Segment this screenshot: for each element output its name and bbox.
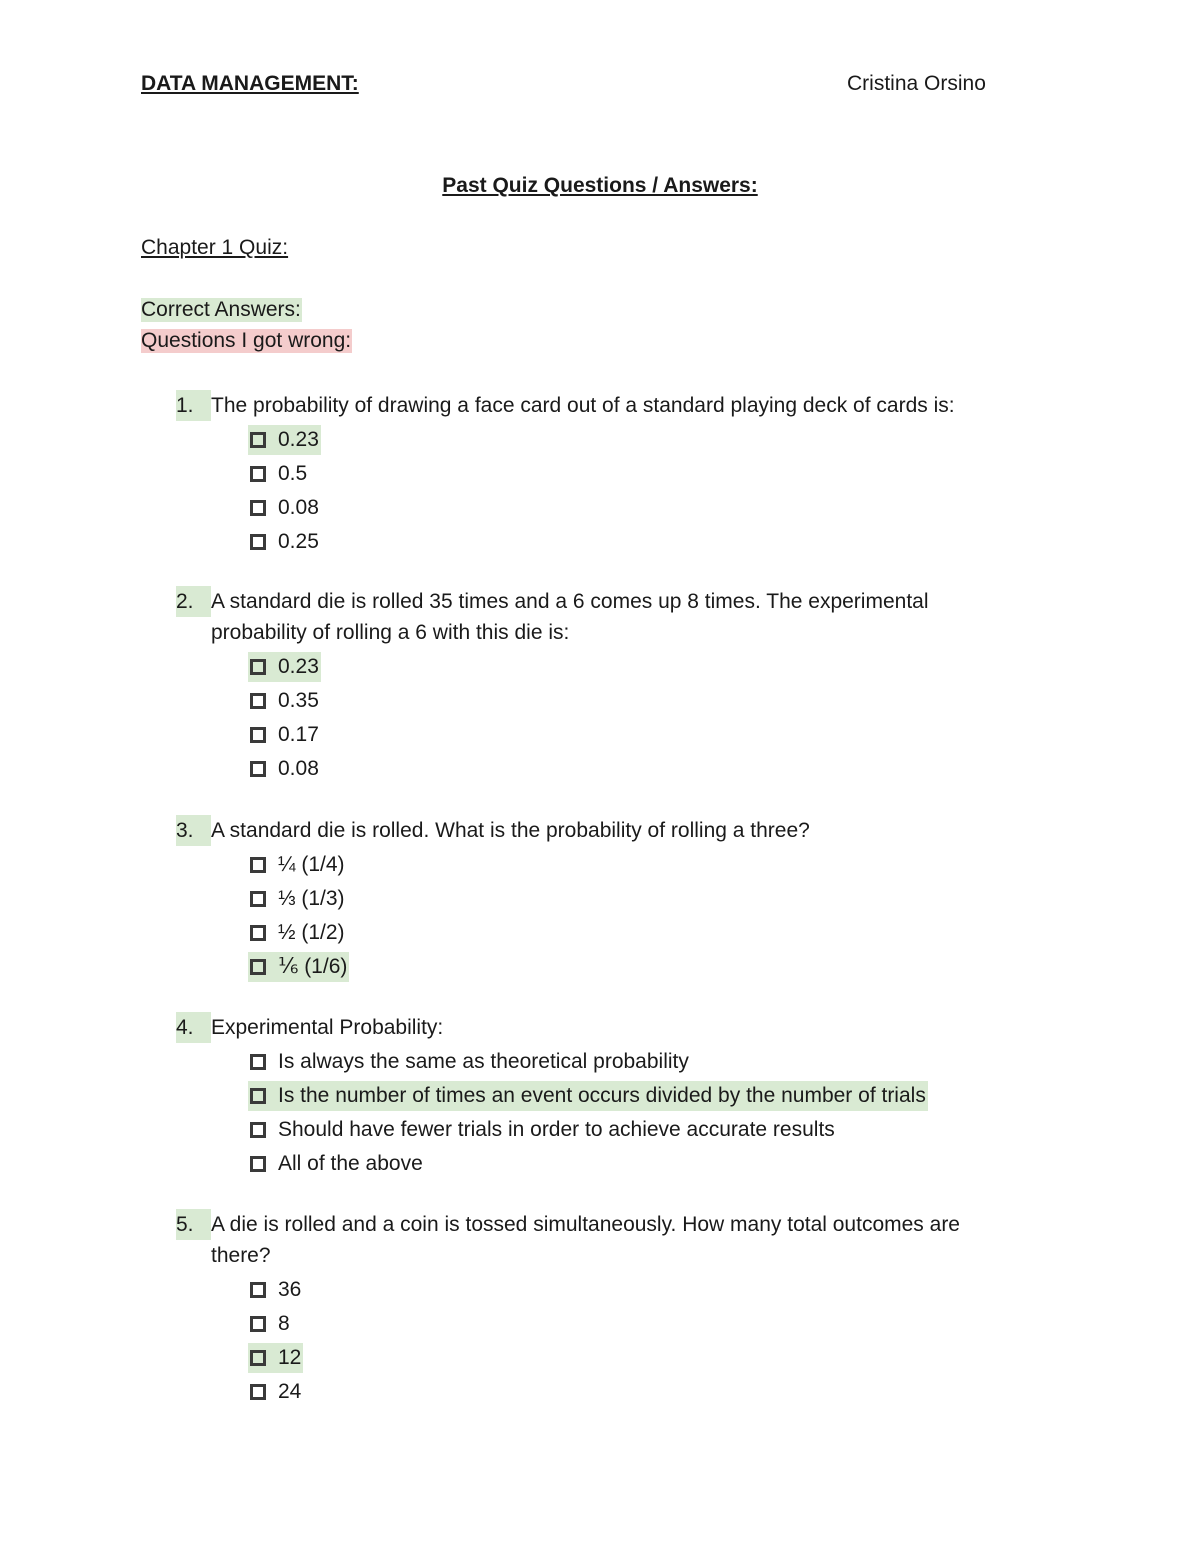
question-line [176, 586, 1076, 617]
answer-option-highlight [248, 425, 321, 455]
checkbox-icon[interactable] [250, 959, 266, 975]
question-3 [176, 815, 1076, 984]
answer-option-highlight [248, 686, 321, 716]
legend-wrong-questions: Questions I got wrong: [141, 329, 352, 352]
question-number: 3. [176, 815, 211, 846]
legend-correct-answers: Correct Answers: [141, 298, 301, 321]
checkbox-icon[interactable] [250, 727, 266, 743]
question-line [176, 815, 1076, 846]
answer-option-correct[interactable] [248, 650, 1076, 684]
answer-option-label: 0.08 [278, 496, 319, 519]
checkbox-icon[interactable] [250, 1350, 266, 1366]
answer-option[interactable] [248, 457, 1076, 491]
answer-option-label: ⅙ (1/6) [278, 955, 348, 978]
answer-option-correct[interactable] [248, 1341, 1076, 1375]
answer-option-label: 0.08 [278, 757, 319, 780]
checkbox-icon[interactable] [250, 925, 266, 941]
answer-option-highlight [248, 1377, 303, 1407]
answer-option[interactable] [248, 916, 1076, 950]
question-number [176, 1240, 211, 1271]
answer-option-correct[interactable] [248, 423, 1076, 457]
question-number: 1. [176, 390, 211, 421]
question-text: A standard die is rolled. What is the probability of rolling a three? [211, 819, 810, 842]
answer-option-label: Is the number of times an event occurs divided by the number of trials [278, 1084, 926, 1107]
question-2 [176, 586, 1076, 786]
question-text: A standard die is rolled 35 times and a 6 comes up 8 times. The experimental [211, 590, 929, 613]
question-1 [176, 390, 1076, 559]
checkbox-icon[interactable] [250, 693, 266, 709]
answer-option[interactable] [248, 1045, 1076, 1079]
answer-option-highlight [248, 1081, 928, 1111]
checkbox-icon[interactable] [250, 1088, 266, 1104]
question-line [176, 1240, 1076, 1271]
answer-option-label: ⅓ (1/3) [278, 887, 345, 910]
question-text: The probability of drawing a face card out of a standard playing deck of cards is: [211, 394, 955, 417]
answer-option-highlight [248, 952, 349, 982]
answer-option[interactable] [248, 525, 1076, 559]
answer-option-label: Should have fewer trials in order to achieve accurate results [278, 1118, 835, 1141]
checkbox-icon[interactable] [250, 1156, 266, 1172]
answer-option-highlight [248, 1115, 837, 1145]
answer-option-highlight [248, 850, 347, 880]
answer-option-highlight [248, 720, 321, 750]
question-5 [176, 1209, 1076, 1409]
checkbox-icon[interactable] [250, 1282, 266, 1298]
answer-option-label: 0.35 [278, 689, 319, 712]
question-4 [176, 1012, 1076, 1181]
question-text: probability of rolling a 6 with this die is: [211, 621, 570, 644]
answer-option[interactable] [248, 1147, 1076, 1181]
checkbox-icon[interactable] [250, 761, 266, 777]
answer-option-label: 0.25 [278, 530, 319, 553]
answer-option-correct[interactable] [248, 1079, 1076, 1113]
question-number [176, 617, 211, 648]
chapter-heading: Chapter 1 Quiz: [141, 236, 289, 259]
answer-options [248, 423, 1076, 559]
answer-option-label: 0.5 [278, 462, 308, 485]
answer-option-label: All of the above [278, 1152, 423, 1175]
checkbox-icon[interactable] [250, 500, 266, 516]
checkbox-icon[interactable] [250, 1054, 266, 1070]
checkbox-icon[interactable] [250, 891, 266, 907]
answer-option-label: ¼ (1/4) [278, 853, 345, 876]
checkbox-icon[interactable] [250, 1316, 266, 1332]
answer-option[interactable] [248, 718, 1076, 752]
answer-option-highlight [248, 527, 321, 557]
answer-option-highlight [248, 884, 347, 914]
answer-option-label: 24 [278, 1380, 302, 1403]
answer-option[interactable] [248, 491, 1076, 525]
answer-option-correct[interactable] [248, 950, 1076, 984]
answer-option-highlight [248, 1149, 425, 1179]
checkbox-icon[interactable] [250, 659, 266, 675]
answer-option[interactable] [248, 1113, 1076, 1147]
answer-options [248, 848, 1076, 984]
answer-option-label: ½ (1/2) [278, 921, 345, 944]
answer-option-highlight [248, 652, 321, 682]
checkbox-icon[interactable] [250, 857, 266, 873]
author-name: Cristina Orsino [847, 72, 986, 95]
answer-option-highlight [248, 493, 321, 523]
question-text: Experimental Probability: [211, 1016, 444, 1039]
course-title: DATA MANAGEMENT: [141, 72, 359, 95]
answer-option-highlight [248, 754, 321, 784]
answer-option-label: 0.23 [278, 428, 319, 451]
answer-option[interactable] [248, 752, 1076, 786]
question-line [176, 1209, 1076, 1240]
checkbox-icon[interactable] [250, 1122, 266, 1138]
checkbox-icon[interactable] [250, 1384, 266, 1400]
answer-options [248, 1273, 1076, 1409]
answer-option-label: 0.17 [278, 723, 319, 746]
answer-option-label: 8 [278, 1312, 290, 1335]
answer-option-highlight [248, 1309, 292, 1339]
answer-options [248, 650, 1076, 786]
question-text: there? [211, 1244, 271, 1267]
answer-option[interactable] [248, 848, 1076, 882]
answer-option-highlight [248, 1343, 303, 1373]
answer-option[interactable] [248, 684, 1076, 718]
question-line [176, 617, 1076, 648]
answer-option-label: Is always the same as theoretical probability [278, 1050, 689, 1073]
answer-option-highlight [248, 1047, 691, 1077]
question-number: 4. [176, 1012, 211, 1043]
answer-option[interactable] [248, 882, 1076, 916]
answer-option-highlight [248, 918, 347, 948]
answer-option-label: 12 [278, 1346, 302, 1369]
question-line [176, 1012, 1076, 1043]
checkbox-icon[interactable] [250, 466, 266, 482]
question-number: 5. [176, 1209, 211, 1240]
answer-option[interactable] [248, 1375, 1076, 1409]
answer-option[interactable] [248, 1273, 1076, 1307]
answer-options [248, 1045, 1076, 1181]
question-text: A die is rolled and a coin is tossed simultaneously. How many total outcomes are [211, 1213, 960, 1236]
answer-option-label: 36 [278, 1278, 302, 1301]
answer-option-highlight [248, 1275, 303, 1305]
answer-option[interactable] [248, 1307, 1076, 1341]
question-line [176, 390, 1076, 421]
answer-option-label: 0.23 [278, 655, 319, 678]
checkbox-icon[interactable] [250, 534, 266, 550]
question-number: 2. [176, 586, 211, 617]
answer-option-highlight [248, 459, 309, 489]
checkbox-icon[interactable] [250, 432, 266, 448]
page-title: Past Quiz Questions / Answers: [442, 174, 758, 197]
